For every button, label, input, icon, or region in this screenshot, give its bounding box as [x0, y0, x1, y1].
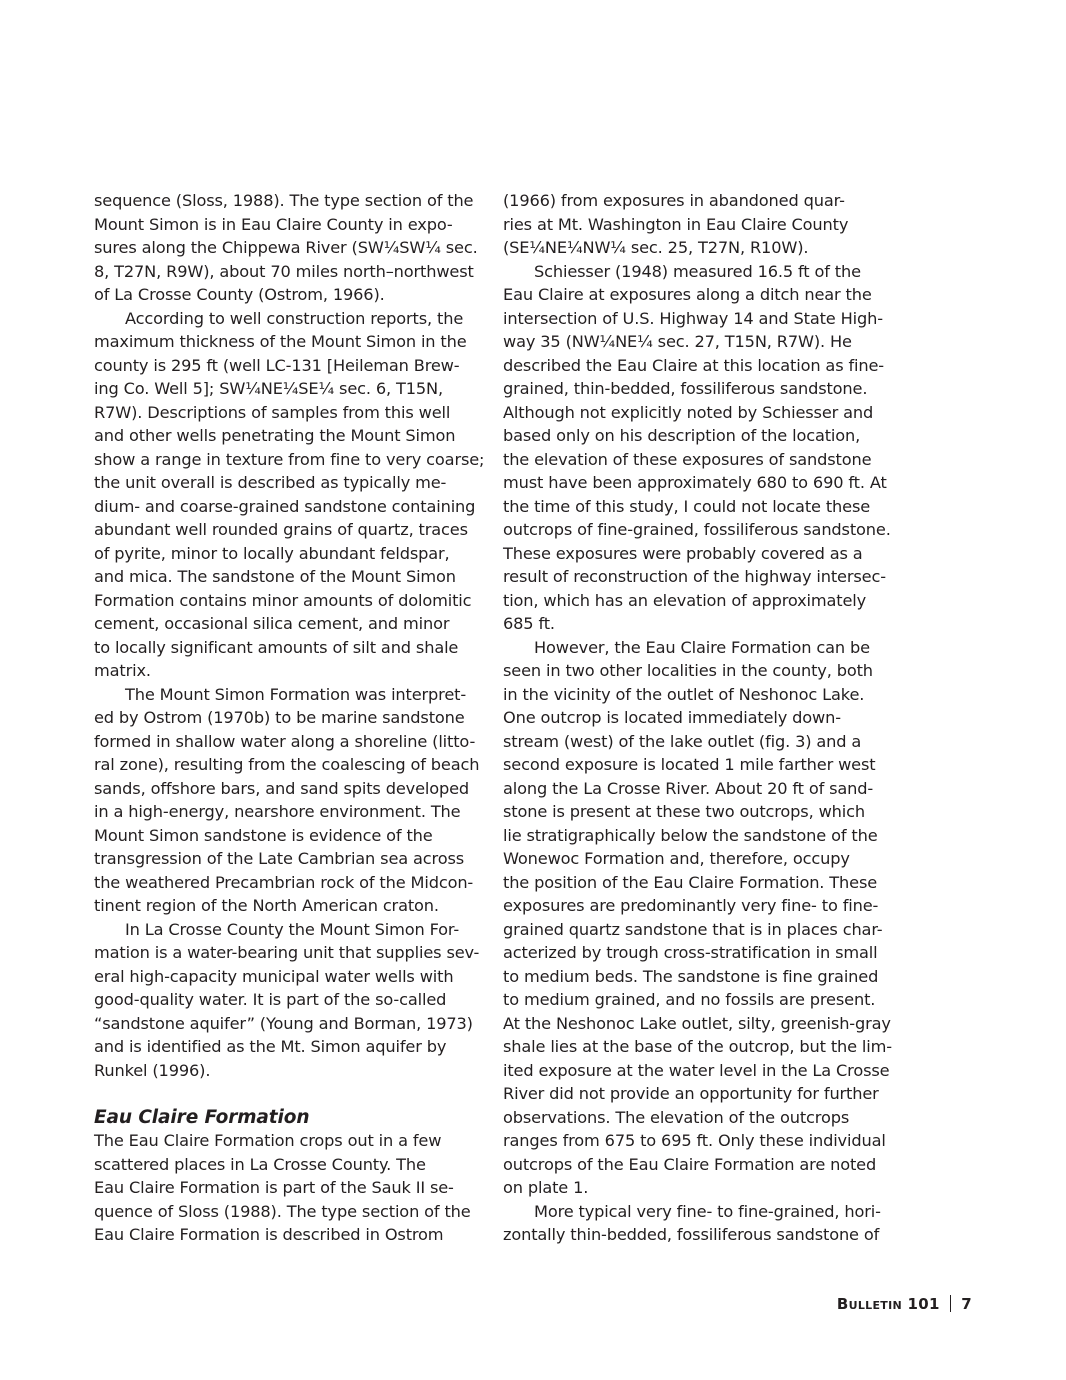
text-line: eral high-capacity municipal water wells with [94, 966, 454, 986]
page-number: 7 [961, 1295, 972, 1313]
text-line: zontally thin-bedded, fossiliferous sandstone of [503, 1225, 880, 1244]
text-line: formed in shallow water along a shoreline (litto- [94, 731, 476, 751]
text-line: the time of this study, I could not locate these [503, 496, 871, 516]
text-line: sures along the Chippewa River (SW¼SW¼ sec. [94, 238, 478, 257]
left-body-text [94, 189, 485, 1082]
text-line: result of reconstruction of the highway intersec- [503, 567, 886, 586]
text-line: and is identified as the Mt. Simon aquifer by [94, 1037, 447, 1056]
text-line: matrix. [94, 661, 151, 680]
text-line: “sandstone aquifer” (Young and Borman, 1973) [94, 1013, 473, 1033]
text-line: In La Crosse County the Mount Simon For- [125, 919, 460, 939]
left-text-column [94, 189, 485, 1247]
text-line: along the La Crosse River. About 20 ft of sand- [503, 778, 874, 798]
text-line: The Eau Claire Formation crops out in a few [94, 1131, 442, 1150]
text-line: cement, occasional silica cement, and minor [94, 614, 450, 633]
text-line: transgression of the Late Cambrian sea across [94, 849, 465, 868]
footer-series-title: Bulletin 101 [836, 1295, 940, 1313]
text-line: According to well construction reports, the [125, 308, 464, 328]
text-line: ries at Mt. Washington in Eau Claire County [503, 214, 849, 234]
text-line: must have been approximately 680 to 690 ft. At [503, 473, 887, 492]
text-line: of La Crosse County (Ostrom, 1966). [94, 285, 385, 304]
text-line: scattered places in La Crosse County. The [94, 1154, 426, 1174]
text-line: ral zone), resulting from the coalescing of beach [94, 755, 480, 774]
text-line: acterized by trough cross-stratification in small [503, 943, 878, 962]
text-line: to medium beds. The sandstone is fine grained [503, 966, 879, 986]
text-line: 685 ft. [503, 614, 555, 633]
text-line: grained, thin-bedded, fossiliferous sandstone. [503, 379, 868, 398]
text-line: stone is present at these two outcrops, which [503, 802, 865, 821]
text-line: seen in two other localities in the county, both [503, 661, 873, 680]
text-line: on plate 1. [503, 1178, 589, 1197]
text-line: Mount Simon is in Eau Claire County in expo- [94, 214, 453, 234]
text-line: Formation contains minor amounts of dolomitic [94, 590, 472, 610]
text-line: the weathered Precambrian rock of the Midcon- [94, 872, 474, 892]
text-line: Although not explicitly noted by Schiesser and [503, 402, 874, 422]
text-line: described the Eau Claire at this location as fine- [503, 355, 884, 375]
text-line: tion, which has an elevation of approximately [503, 590, 867, 610]
text-line: At the Neshonoc Lake outlet, silty, greenish-gray [503, 1013, 891, 1033]
text-line: shale lies at the base of the outcrop, but the lim- [503, 1037, 892, 1056]
text-line: way 35 (NW¼NE¼ sec. 27, T15N, R7W). He [503, 332, 852, 351]
text-line: Mount Simon sandstone is evidence of the [94, 825, 433, 845]
text-line: 8, T27N, R9W), about 70 miles north–northwest [94, 261, 474, 281]
text-line: grained quartz sandstone that is in places char- [503, 919, 883, 939]
text-line: sands, offshore bars, and sand spits developed [94, 778, 470, 798]
text-line: However, the Eau Claire Formation can be [534, 637, 870, 657]
page-footer [760, 1295, 972, 1313]
text-line: quence of Sloss (1988). The type section of the [94, 1201, 471, 1221]
text-line: (SE¼NE¼NW¼ sec. 25, T27N, R10W). [503, 238, 809, 257]
text-line: mation is a water-bearing unit that supplies sev- [94, 943, 480, 962]
text-line: to medium grained, and no fossils are present. [503, 990, 876, 1009]
text-line: ed by Ostrom (1970b) to be marine sandstone [94, 708, 465, 727]
text-line: and other wells penetrating the Mount Simon [94, 426, 456, 445]
text-line: tinent region of the North American craton. [94, 896, 439, 915]
text-line: (1966) from exposures in abandoned quar- [503, 191, 845, 210]
text-line: Schiesser (1948) measured 16.5 ft of the [534, 261, 861, 281]
text-line: The Mount Simon Formation was interpret- [125, 684, 467, 704]
text-line: the position of the Eau Claire Formation. These [503, 872, 878, 892]
text-line: of pyrite, minor to locally abundant feldspar, [94, 543, 450, 563]
section-heading: Eau Claire Formation [94, 1106, 310, 1128]
section-body-text [94, 1129, 474, 1247]
text-line: sequence (Sloss, 1988). The type section of the [94, 191, 474, 210]
text-line: intersection of U.S. Highway 14 and State High- [503, 308, 883, 328]
text-line: abundant well rounded grains of quartz, traces [94, 520, 468, 539]
text-line: Runkel (1996). [94, 1060, 211, 1080]
text-line: observations. The elevation of the outcrops [503, 1107, 850, 1127]
text-line: in a high-energy, nearshore environment. The [94, 802, 461, 821]
text-line: More typical very fine- to fine-grained, hori- [534, 1201, 881, 1221]
text-line: dium- and coarse-grained sandstone containing [94, 496, 476, 516]
text-line: based only on his description of the location, [503, 426, 861, 445]
text-line: outcrops of the Eau Claire Formation are noted [503, 1154, 877, 1174]
text-line: Eau Claire at exposures along a ditch near the [503, 285, 872, 304]
text-line: show a range in texture from fine to very coarse; [94, 449, 485, 469]
right-body-text [503, 189, 892, 1247]
footer-divider [950, 1295, 952, 1312]
text-line: ing Co. Well 5]; SW¼NE¼SE¼ sec. 6, T15N, [94, 379, 444, 398]
text-line: R7W). Descriptions of samples from this well [94, 402, 451, 422]
text-line: These exposures were probably covered as a [503, 543, 863, 563]
text-line: and mica. The sandstone of the Mount Simon [94, 567, 456, 586]
text-line: stream (west) of the lake outlet (fig. 3) and a [503, 731, 862, 751]
text-line: One outcrop is located immediately down- [503, 708, 841, 727]
text-line: to locally significant amounts of silt and shale [94, 637, 459, 657]
text-line: ited exposure at the water level in the La Crosse [503, 1060, 890, 1080]
text-line: outcrops of fine-grained, fossiliferous sandstone. [503, 520, 891, 539]
text-line: Wonewoc Formation and, therefore, occupy [503, 849, 850, 868]
text-line: lie stratigraphically below the sandstone of the [503, 825, 878, 845]
right-text-column [503, 189, 892, 1247]
text-line: county is 295 ft (well LC-131 [Heileman Brew- [94, 355, 460, 375]
text-line: good-quality water. It is part of the so-called [94, 990, 447, 1009]
text-line: the unit overall is described as typically me- [94, 473, 447, 492]
text-line: the elevation of these exposures of sandstone [503, 449, 872, 469]
text-line: second exposure is located 1 mile farther west [503, 755, 876, 774]
text-line: in the vicinity of the outlet of Neshonoc Lake. [503, 684, 865, 704]
text-line: ranges from 675 to 695 ft. Only these individual [503, 1131, 886, 1150]
text-line: Eau Claire Formation is described in Ostrom [94, 1225, 444, 1244]
text-line: maximum thickness of the Mount Simon in the [94, 332, 467, 351]
text-line: Eau Claire Formation is part of the Sauk II se- [94, 1178, 454, 1197]
text-line: exposures are predominantly very fine- to fine- [503, 896, 879, 915]
text-line: River did not provide an opportunity for further [503, 1084, 879, 1103]
